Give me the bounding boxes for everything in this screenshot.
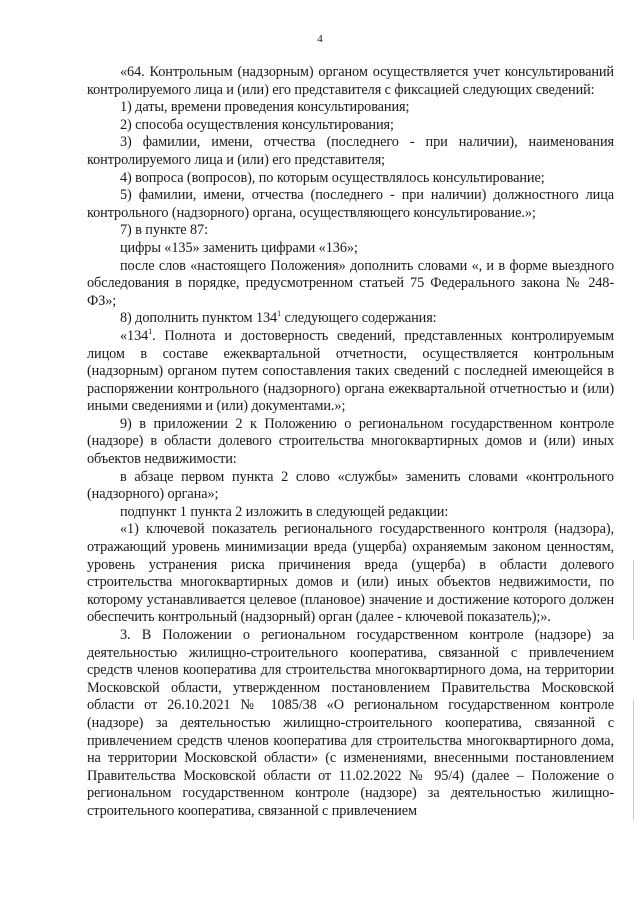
list-item-4: 4) вопроса (вопросов), по которым осуществлялось консультирование; [120, 169, 545, 186]
amendment-9-first-para: в абзаце первом пункта 2 слово «службы» заменить словами «контрольного (надзорного) органа»; [87, 468, 614, 503]
amendment-7: 7) в пункте 87: [120, 222, 208, 239]
superscript: 1 [277, 309, 282, 319]
document-body [87, 64, 614, 821]
paragraph-item-134-1 [87, 328, 614, 416]
list-item-5: 5) фамилии, имени, отчества (последнего - при наличии) должностного лица контрольного (надзорного) органа, осуществляющего консультирование.»; [87, 187, 614, 221]
list-item-3: 3) фамилии, имени, отчества (последнего - при наличии), наименования контролируемого лица и (или) его представителя; [87, 134, 614, 168]
list-item-2: 2) способа осуществления консультирования; [120, 116, 394, 133]
item-134-1-text-before: «134 [120, 327, 149, 344]
item-134-1-text-after: . Полнота и достоверность сведений, представленных контролируемым лицом в составе ежеквартальной отчетности, осуществляется контрольным (надзорным) органом путем сопоставления таких сведений с последней имеющейся в распоряжении контрольного (надзорного) органа ежеквартальной отчетностью и (или) иными сведениями и (или) документами.»; [87, 327, 614, 415]
amendment-9-subitem: подпункт 1 пункта 2 изложить в следующей редакции: [120, 503, 449, 520]
scan-edge-mark [633, 700, 634, 820]
paragraph-item-64: «64. Контрольным (надзорным) органом осуществляется учет консультирований контролируемого лица и (или) его представителя с фиксацией следующих сведений: [87, 64, 614, 98]
scan-edge-mark [633, 560, 634, 640]
amendment-7-digits: цифры «135» заменить цифрами «136»; [120, 239, 358, 256]
amendment-9: 9) в приложении 2 к Положению о региональном государственном контроле (надзоре) в области долевого строительства многоквартирных домов и (или) иных объектов недвижимости: [87, 415, 614, 468]
amendment-8-text-after: следующего содержания: [281, 310, 437, 327]
amendment-8-text-before: 8) дополнить пунктом 134 [120, 310, 278, 327]
amendment-8 [87, 310, 614, 328]
page-number: 4 [317, 33, 323, 45]
amendment-7-words: после слов «настоящего Положения» дополнить словами «, и в форме выездного обследования в порядке, предусмотренном статьей 75 Федерального закона № 248-ФЗ»; [87, 257, 614, 309]
superscript: 1 [148, 327, 153, 337]
list-item-1: 1) даты, времени проведения консультирования; [120, 99, 410, 116]
key-indicator-definition: «1) ключевой показатель регионального государственного контроля (надзора), отражающий уровень минимизации вреда (ущерба) охраняемым законом ценностям, уровень устранения риска причинения вреда (ущерба) в области долевого строительства многоквартирных домов и (или) иных объектов недвижимости, по которому устанавливается целевое (плановое) значение и достижение которого должен обеспечить контрольный (надзорный) орган (далее - ключевой показатель);». [87, 521, 614, 626]
section-3: 3. В Положении о региональном государственном контроле (надзоре) за деятельностью жилищно-строительного кооператива, связанной с привлечением средств членов кооператива для строительства многоквартирного дома, на территории Московской области, утвержденном постановлением Правительства Московской области от 26.10.2021 № 1085/38 «О региональном государственном контроле (надзоре) за деятельностью жилищно-строительного кооператива, связанной с привлечением средств членов кооператива для строительства многоквартирного дома, на территории Московской области» (с изменениями, внесенными постановлением Правительства Московской области от 11.02.2022 № 95/4) (далее – Положение о региональном государственном контроле (надзоре) за деятельностью жилищно-строительного кооператива, связанной с привлечением [87, 627, 614, 819]
